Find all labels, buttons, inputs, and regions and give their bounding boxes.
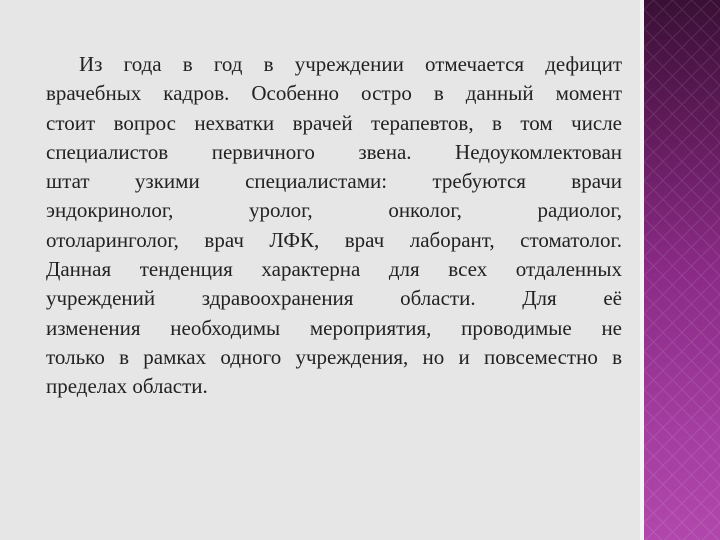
diamond-pattern-icon	[644, 0, 720, 540]
decorative-side-panel	[644, 0, 720, 540]
text-line: изменения необходимы мероприятия, проводимые не	[46, 315, 622, 340]
text-line: Данная тенденция характерна для всех отдаленных	[46, 257, 622, 282]
text-line: пределах области.	[46, 374, 208, 399]
text-line: стоит вопрос нехватки врачей терапевтов, в том числе	[46, 110, 622, 135]
text-line: только в рамках одного учреждения, но и повсеместно в	[46, 344, 622, 369]
text-line: Из года в год в учреждении отмечается дефицит	[79, 52, 622, 76]
text-line: эндокринолог, уролог, онколог, радиолог,	[46, 198, 622, 223]
text-line: специалистов первичного звена. Недоукомлектован	[46, 139, 622, 164]
body-paragraph	[46, 50, 622, 402]
text-line: штат узкими специалистами: требуются врачи	[46, 169, 622, 194]
text-line: врачебных кадров. Особенно остро в данный момент	[46, 81, 622, 106]
text-line: отоларинголог, врач ЛФК, врач лаборант, стоматолог.	[46, 227, 622, 252]
text-line: учреждений здравоохранения области. Для её	[46, 286, 622, 311]
